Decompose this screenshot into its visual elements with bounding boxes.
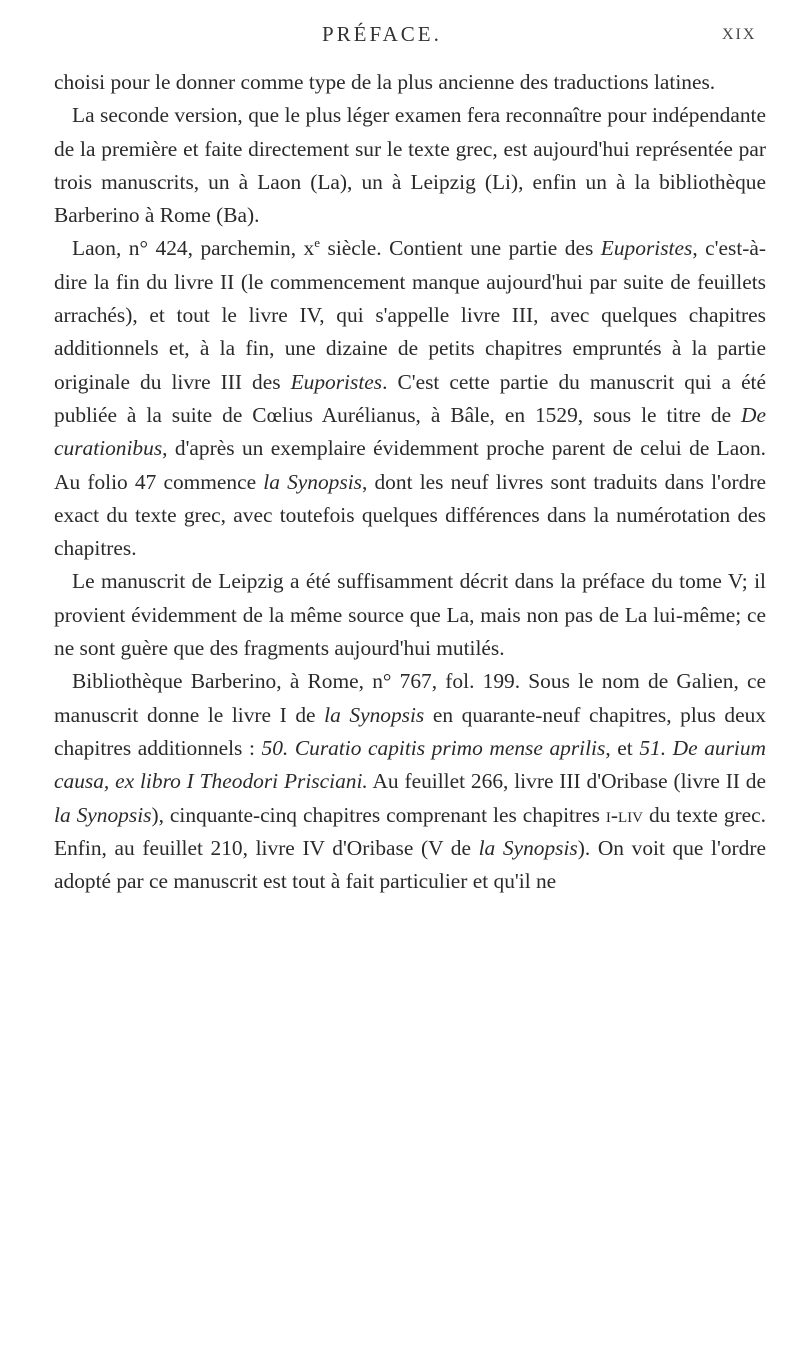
- p5-text-b: en quarante-neuf chapitres, plus deux chapitres additionnels :: [54, 702, 766, 760]
- p5-title-synopsis-2: la Synopsis: [54, 802, 152, 827]
- p5-text-d: Au feuillet 266, livre III d'Oribase (livre II de: [367, 769, 766, 794]
- p3-title-de-curationibus: De curationibus: [54, 402, 766, 461]
- p5-text-f: du texte grec. Enfin, au feuillet 210, livre IV d'Oribase (V de: [54, 802, 766, 860]
- p3-title-euporistes: Euporistes: [600, 236, 693, 261]
- p5-text-a: Bibliothèque Barberino, à Rome, n° 767, fol. 199. Sous le nom de Galien, ce manuscrit donne le livre I de: [54, 669, 766, 727]
- body-text: [54, 66, 766, 898]
- p3-title-euporistes-2: Euporistes: [290, 369, 383, 394]
- p3-text-f: , dont les neuf livres sont traduits dans l'ordre exact du texte grec, avec toutefois quelques différences dans la numérotation des chapitres.: [54, 469, 766, 561]
- p3-text-e: , d'après un exemplaire évidemment proche parent de celui de Laon. Au folio 47 commence: [54, 436, 766, 494]
- paragraph-4: Le manuscrit de Leipzig a été suffisamment décrit dans la préface du tome V; il provient évidemment de la même source que La, mais non pas de La lui-même; ce ne sont guère que des fragments aujourd'hui mutilés.: [54, 569, 766, 661]
- p5-chapter-50: 50. Curatio capitis primo mense aprilis: [261, 735, 606, 760]
- p5-chapter-51: 51. De aurium causa, ex libro I Theodori Prisciani.: [54, 735, 766, 794]
- page-number: XIX: [722, 26, 757, 43]
- p3-text-b: siècle. Contient une partie des: [320, 236, 601, 261]
- p5-title-synopsis-3: la Synopsis: [478, 835, 578, 860]
- p3-title-synopsis: la Synopsis: [263, 469, 362, 494]
- p5-text-c: , et: [605, 735, 640, 760]
- p5-text-e: ), cinquante-cinq chapitres comprenant les chapitres: [151, 802, 606, 827]
- p3-text-a: Laon, n° 424, parchemin, x: [72, 236, 315, 261]
- page-header: [0, 18, 801, 58]
- p5-chapter-range: i-liv: [605, 802, 644, 827]
- paragraph-1: choisi pour le donner comme type de la plus ancienne des traductions latines.: [54, 70, 716, 94]
- paragraph-3: [54, 232, 766, 565]
- p5-text-g: ). On voit que l'ordre adopté par ce manuscrit est tout à fait particulier et qu'il ne: [54, 835, 766, 894]
- paragraph-5: [54, 665, 766, 898]
- paragraph-2: La seconde version, que le plus léger examen fera reconnaître pour indépendante de la première et faite directement sur le texte grec, est aujourd'hui représentée par trois manuscrits, un à Laon (La), un à Leipzig (Li), enfin un à la bibliothèque Barberino à Rome (Ba).: [54, 103, 766, 228]
- p3-text-c: , c'est-à-dire la fin du livre II (le commencement manque aujourd'hui par suite de feuillets arrachés), et tout le livre IV, qui s'appelle livre III, avec quelques chapitres additionnels et, à la fin, une dizaine de petits chapitres empruntés à la partie originale du livre III des: [54, 236, 766, 394]
- p5-title-synopsis: la Synopsis: [324, 702, 425, 727]
- p3-text-d: . C'est cette partie du manuscrit qui a été publiée à la suite de Cœlius Aurélianus, à Bâle, en 1529, sous le titre de: [54, 369, 766, 427]
- p3-superscript: e: [314, 235, 321, 251]
- running-title: PRÉFACE.: [322, 22, 442, 46]
